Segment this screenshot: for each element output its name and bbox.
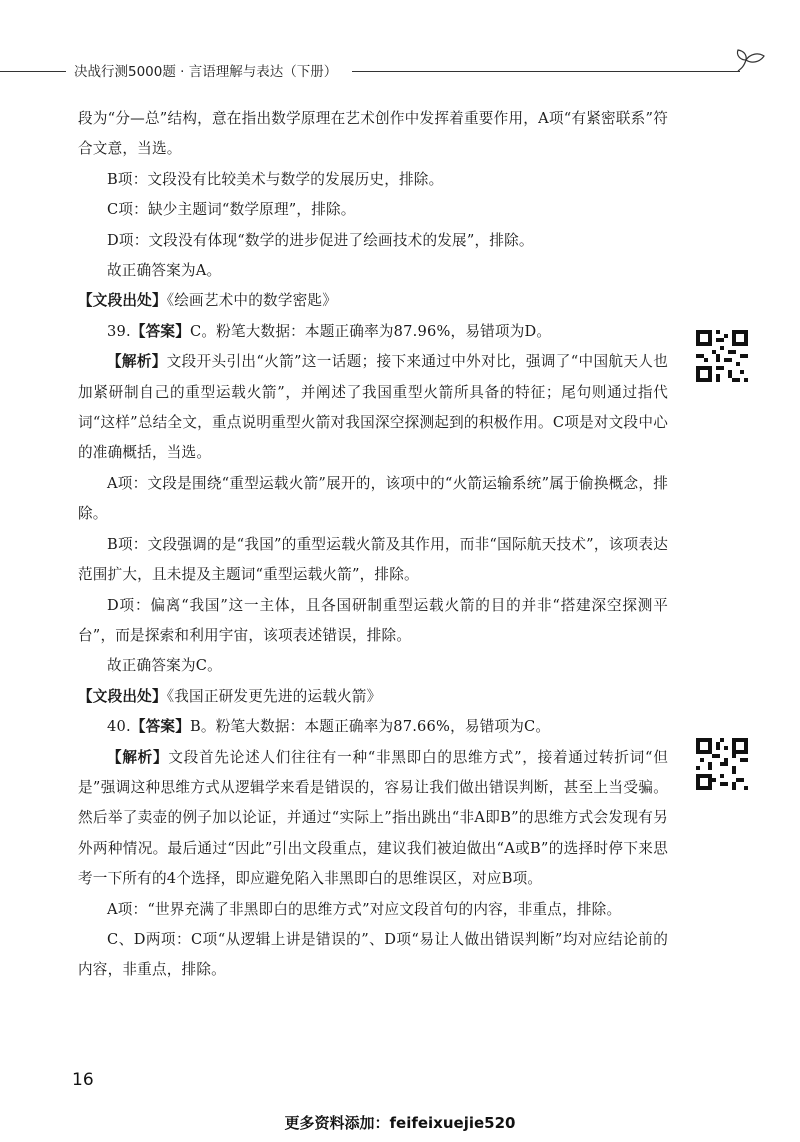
paragraph: B项：文段没有比较美术与数学的发展历史，排除。 — [107, 170, 444, 188]
answer-line-40: 40.【答案】B。粉笔大数据：本题正确率为87.66%，易错项为C。 — [107, 718, 551, 736]
header-rule-left — [0, 71, 66, 72]
page-body — [78, 104, 668, 986]
source-tag: 【文段出处】 — [78, 687, 167, 705]
paragraph: A项：“世界充满了非黑即白的思维方式”对应文段首句的内容，非重点，排除。 — [107, 900, 622, 918]
analysis-tag: 【解析】 — [107, 748, 169, 766]
answer-tag: 【答案】 — [130, 322, 190, 340]
answer-line-39: 39.【答案】C。粉笔大数据：本题正确率为87.96%，易错项为D。 — [107, 322, 552, 340]
book-title: 决战行测5000题 · 言语理解与表达（下册） — [74, 64, 338, 80]
source-tag: 【文段出处】 — [78, 292, 167, 310]
footer-note: 更多资料添加：feifeixuejie520 — [284, 1114, 516, 1132]
paragraph: A项：文段是围绕“重型运载火箭”展开的，该项中的“火箭运输系统”属于偷换概念，排除。 — [78, 474, 668, 523]
qr-code-icon[interactable] — [696, 330, 748, 382]
paragraph: 故正确答案为A。 — [107, 262, 222, 280]
qr-code-icon[interactable] — [696, 738, 748, 790]
paragraph: 故正确答案为C。 — [107, 657, 222, 675]
running-header — [0, 58, 800, 88]
paragraph: B项：文段强调的是“我国”的重型运载火箭及其作用，而非“国际航天技术”，该项表达范围扩大，且未提及主题词“重型运载火箭”，排除。 — [78, 535, 668, 584]
source-line: 【文段出处】《我国正研发更先进的运载火箭》 — [78, 687, 382, 705]
paragraph: C项：缺少主题词“数学原理”，排除。 — [107, 201, 356, 219]
paragraph: C、D两项：C项“从逻辑上讲是错误的”、D项“易让人做出错误判断”均对应结论前的内容，非重点，排除。 — [78, 930, 668, 979]
leaf-sprout-icon — [732, 46, 768, 76]
paragraph: D项：偏离“我国”这一主体，且各国研制重型运载火箭的目的并非“搭建深空探测平台”，而是探索和利用宇宙，该项表述错误，排除。 — [78, 596, 668, 644]
source-line: 【文段出处】《绘画艺术中的数学密匙》 — [78, 292, 337, 310]
analysis-40: 【解析】文段首先论述人们往往有一种“非黑即白的思维方式”，接着通过转折词“但是”强调这种思维方式从逻辑学来看是错误的，容易让我们做出错误判断，甚至上当受骗。然后举了卖壶的例子加以论证，并通过“实际上”指出跳出“非A即B”的思维方式会发现有另外两种情况。最后通过“因此”引出文段重点，建议我们被迫做出“A或B”的选择时停下来思考一下所有的4个选择，即应避免陷入非黑即白的思维误区，对应B项。 — [78, 748, 668, 888]
analysis-39: 【解析】文段开头引出“火箭”这一话题；接下来通过中外对比，强调了“中国航天人也加紧研制自己的重型运载火箭”，并阐述了我国重型火箭所具备的特征；尾句则通过指代词“这样”总结全文，重点说明重型火箭对我国深空探测起到的积极作用。C项是对文段中心的准确概括，当选。 — [78, 353, 668, 462]
header-rule-right — [352, 71, 740, 72]
paragraph: 段为“分—总”结构，意在指出数学原理在艺术创作中发挥着重要作用，A项“有紧密联系”符合文意，当选。 — [78, 110, 668, 158]
paragraph: D项：文段没有体现“数学的进步促进了绘画技术的发展”，排除。 — [107, 231, 534, 249]
analysis-tag: 【解析】 — [107, 353, 167, 371]
answer-tag: 【答案】 — [130, 718, 190, 736]
page-number: 16 — [72, 1070, 94, 1090]
